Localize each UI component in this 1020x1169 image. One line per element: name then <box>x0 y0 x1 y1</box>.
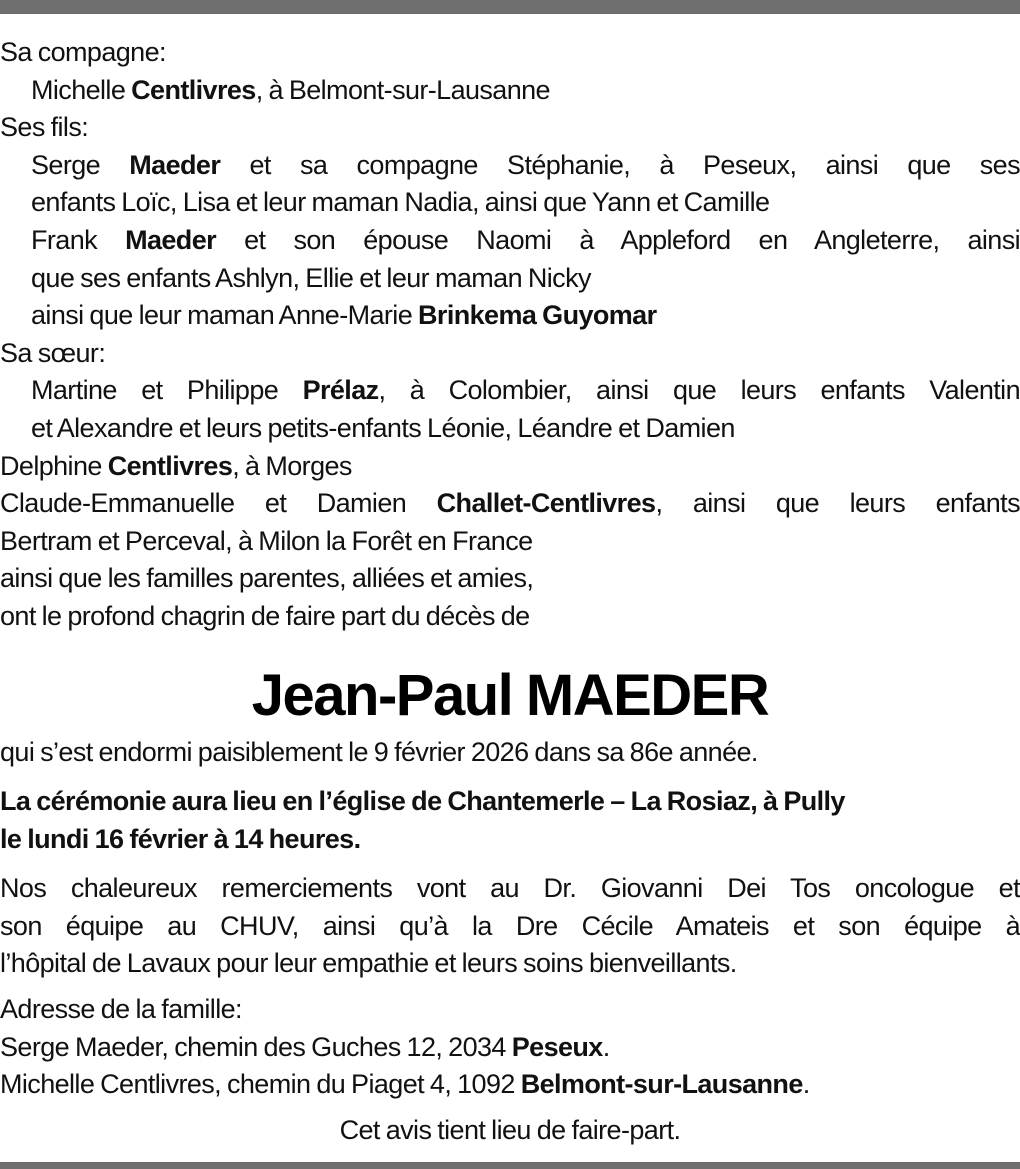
footer-note: Cet avis tient lieu de faire-part. <box>339 1114 681 1145</box>
address-line-1: Serge Maeder, chemin des Guches 12, 2034 Peseux. <box>0 1031 610 1062</box>
announce-line: ont le profond chagrin de faire part du décès de <box>0 600 530 631</box>
claude-line-2: Bertram et Perceval, à Milon la Forêt en France <box>0 525 533 556</box>
family-section <box>0 34 1020 636</box>
partner-surname: Centlivres <box>131 74 256 105</box>
sister-line-2: et Alexandre et leurs petits-enfants Léonie, Léandre et Damien <box>31 412 735 443</box>
address-section <box>0 991 1020 1104</box>
address-label: Adresse de la famille: <box>0 994 242 1025</box>
passing-line: qui s’est endormi paisiblement le 9 février 2026 dans sa 86e année. <box>0 736 758 767</box>
top-rule <box>0 0 1020 14</box>
partner-label: Sa compagne: <box>0 37 166 67</box>
address-2-city: Belmont-sur-Lausanne <box>520 1069 803 1100</box>
thanks-line-2: son équipe au CHUV, ainsi qu’à la Dre Cécile Amateis et son équipe à <box>0 910 1020 941</box>
deceased-name: Jean-Paul MAEDER <box>251 662 769 728</box>
ceremony-section <box>0 783 1020 858</box>
son1-line: Serge Maeder et sa compagne Stéphanie, à Peseux, ainsi que ses <box>31 149 1020 180</box>
relatives-line: ainsi que les familles parentes, alliées et amies, <box>0 563 534 594</box>
sister-surname: Prélaz <box>302 375 379 406</box>
bottom-rule <box>0 1162 1020 1169</box>
son2-line: Frank Maeder et son épouse Naomi à Appleford en Angleterre, ainsi <box>31 224 1020 255</box>
son2-line-2: que ses enfants Ashlyn, Ellie et leur maman Nicky <box>31 262 591 293</box>
partner-line: Michelle Centlivres, à Belmont-sur-Lausanne <box>31 74 550 105</box>
ceremony-line-2: le lundi 16 février à 14 heures. <box>0 823 361 854</box>
sister-label: Sa sœur: <box>0 337 106 368</box>
ceremony-line-1: La cérémonie aura lieu en l’église de Chantemerle – La Rosiaz, à Pully <box>0 786 845 817</box>
death-notice <box>0 34 1020 1149</box>
delphine-surname: Centlivres <box>107 450 233 481</box>
sister-line: Martine et Philippe Prélaz, à Colombier, ainsi que leurs enfants Valentin <box>31 375 1020 406</box>
son1-surname: Maeder <box>129 149 221 180</box>
claude-surname: Challet-Centlivres <box>436 488 656 519</box>
mother-surname: Brinkema Guyomar <box>418 300 657 331</box>
address-1-city: Peseux <box>511 1031 603 1062</box>
sons-label: Ses fils: <box>0 112 89 143</box>
thanks-line-3: l’hôpital de Lavaux pour leur empathie et leurs soins bienveillants. <box>0 948 737 979</box>
thanks-line-1: Nos chaleureux remerciements vont au Dr. Giovanni Dei Tos oncologue et <box>0 873 1020 904</box>
son1-line-2: enfants Loïc, Lisa et leur maman Nadia, ainsi que Yann et Camille <box>31 187 770 218</box>
son2-surname: Maeder <box>125 224 217 255</box>
address-line-2: Michelle Centlivres, chemin du Piaget 4, 1092 Belmont-sur-Lausanne. <box>0 1069 810 1100</box>
delphine-line: Delphine Centlivres, à Morges <box>0 450 352 481</box>
thanks-section <box>0 870 1020 983</box>
mother-line: ainsi que leur maman Anne-Marie Brinkema Guyomar <box>31 300 657 331</box>
claude-line: Claude-Emmanuelle et Damien Challet-Centlivres, ainsi que leurs enfants <box>0 488 1020 519</box>
